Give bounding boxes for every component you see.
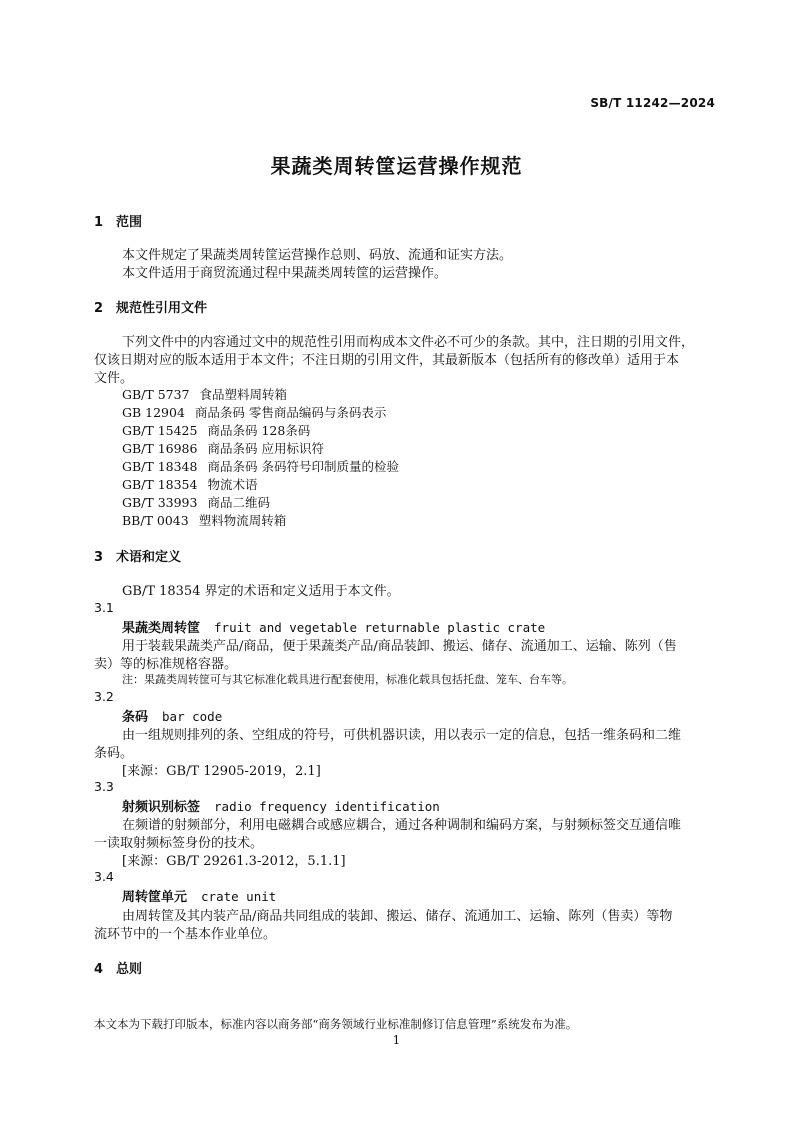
reference-code: GB/T 18348 [122,459,198,474]
reference-item [122,439,324,457]
term-definition-line: 一读取射频标签身份的技术。 [94,836,264,851]
section-title: 规范性引用文件 [116,301,208,316]
section-number: 3 [94,550,104,565]
reference-code: BB/T 0043 [122,513,189,528]
section-title: 总则 [116,962,143,977]
reference-item [122,421,310,439]
reference-code: GB/T 18354 [122,477,198,492]
scope-paragraph: 本文件适用于商贸流通过程中果蔬类周转筐的运营操作。 [122,266,448,281]
reference-title: 塑料物流周转箱 [198,513,287,528]
normative-intro-line: 文件。 [94,371,134,386]
term-source: [来源：GB/T 29261.3-2012，5.1.1] [122,854,346,869]
term-definition-line: 流环节中的一个基本作业单位。 [94,927,277,942]
document-title: 果蔬类周转筐运营操作规范 [270,154,523,178]
term-number: 3.1 [94,600,114,615]
term-zh: 周转筐单元 [122,890,188,905]
reference-code: GB/T 33993 [122,495,198,510]
reference-title: 商品二维码 [207,495,270,510]
term-zh: 射频识别标签 [122,800,201,815]
reference-code: GB/T 16986 [122,441,198,456]
footer-notice: 本文本为下载打印版本，标准内容以商务部“商务领域行业标准制修订信息管理”系统发布为准。 [94,1017,578,1031]
section-title: 范围 [116,215,143,230]
term-heading [122,617,545,636]
section-heading-normative [94,297,207,316]
term-definition-line: 由一组规则排列的条、空组成的符号，可供机器识读，用以表示一定的信息，包括一维条码和二维 [122,728,682,743]
scope-paragraph: 本文件规定了果蔬类周转筐运营操作总则、码放、流通和证实方法。 [122,248,513,263]
reference-title: 商品条码 零售商品编码与条码表示 [194,405,387,420]
reference-item [122,457,399,475]
term-zh: 条码 [122,710,149,725]
section-number: 4 [94,962,104,977]
term-definition-line: 由周转筐及其内装产品/商品共同组成的装卸、搬运、储存、流通加工、运输、陈列（售卖）等物 [122,909,673,924]
term-heading [122,796,440,815]
standard-code: SB/T 11242—2024 [590,96,715,110]
section-number: 1 [94,215,104,230]
reference-title: 物流术语 [207,477,258,492]
term-heading [122,886,276,905]
reference-title: 商品条码 条码符号印制质量的检验 [207,459,399,474]
terms-intro: GB/T 18354 界定的术语和定义适用于本文件。 [122,584,400,599]
term-definition-line: 在频谱的射频部分，利用电磁耦合或感应耦合，通过各种调制和编码方案，与射频标签交互通信唯 [122,818,682,833]
reference-item [122,493,270,511]
term-number: 3.4 [94,869,114,884]
normative-intro-line: 仅该日期对应的版本适用于本文件；不注日期的引用文件，其最新版本（包括所有的修改单）适用于本 [94,353,680,368]
term-en: bar code [162,709,223,724]
normative-intro-line: 下列文件中的内容通过文中的规范性引用而构成本文件必不可少的条款。其中，注日期的引用文件， [122,335,695,350]
section-title: 术语和定义 [116,550,182,565]
reference-item [122,475,257,493]
reference-code: GB 12904 [122,405,185,420]
section-heading-general [94,958,142,977]
term-source: [来源：GB/T 12905-2019，2.1] [122,764,321,779]
term-number: 3.2 [94,689,114,704]
section-heading-scope [94,211,142,230]
term-heading [122,706,222,725]
section-heading-terms [94,546,181,565]
term-en: radio frequency identification [214,799,440,814]
term-en: crate unit [201,889,277,904]
section-number: 2 [94,301,104,316]
term-zh: 果蔬类周转筐 [122,621,201,636]
reference-code: GB/T 5737 [122,387,190,402]
term-number: 3.3 [94,779,114,794]
reference-item [122,511,286,529]
term-definition-line: 卖）等的标准规格容器。 [94,657,238,672]
term-definition-line: 条码。 [94,746,134,761]
reference-title: 商品条码 128条码 [207,423,311,438]
term-note: 注：果蔬类周转筐可与其它标准化载具进行配套使用，标准化载具包括托盘、笼车、台车等。 [122,673,573,686]
term-definition-line: 用于装载果蔬类产品/商品，便于果蔬类产品/商品装卸、搬运、储存、流通加工、运输、陈列（售 [122,639,677,654]
term-en: fruit and vegetable returnable plastic crate [214,620,546,635]
reference-item [122,385,287,403]
reference-title: 商品条码 应用标识符 [207,441,324,456]
page-number: 1 [392,1033,401,1047]
reference-code: GB/T 15425 [122,423,198,438]
reference-item [122,403,386,421]
reference-title: 食品塑料周转箱 [199,387,288,402]
